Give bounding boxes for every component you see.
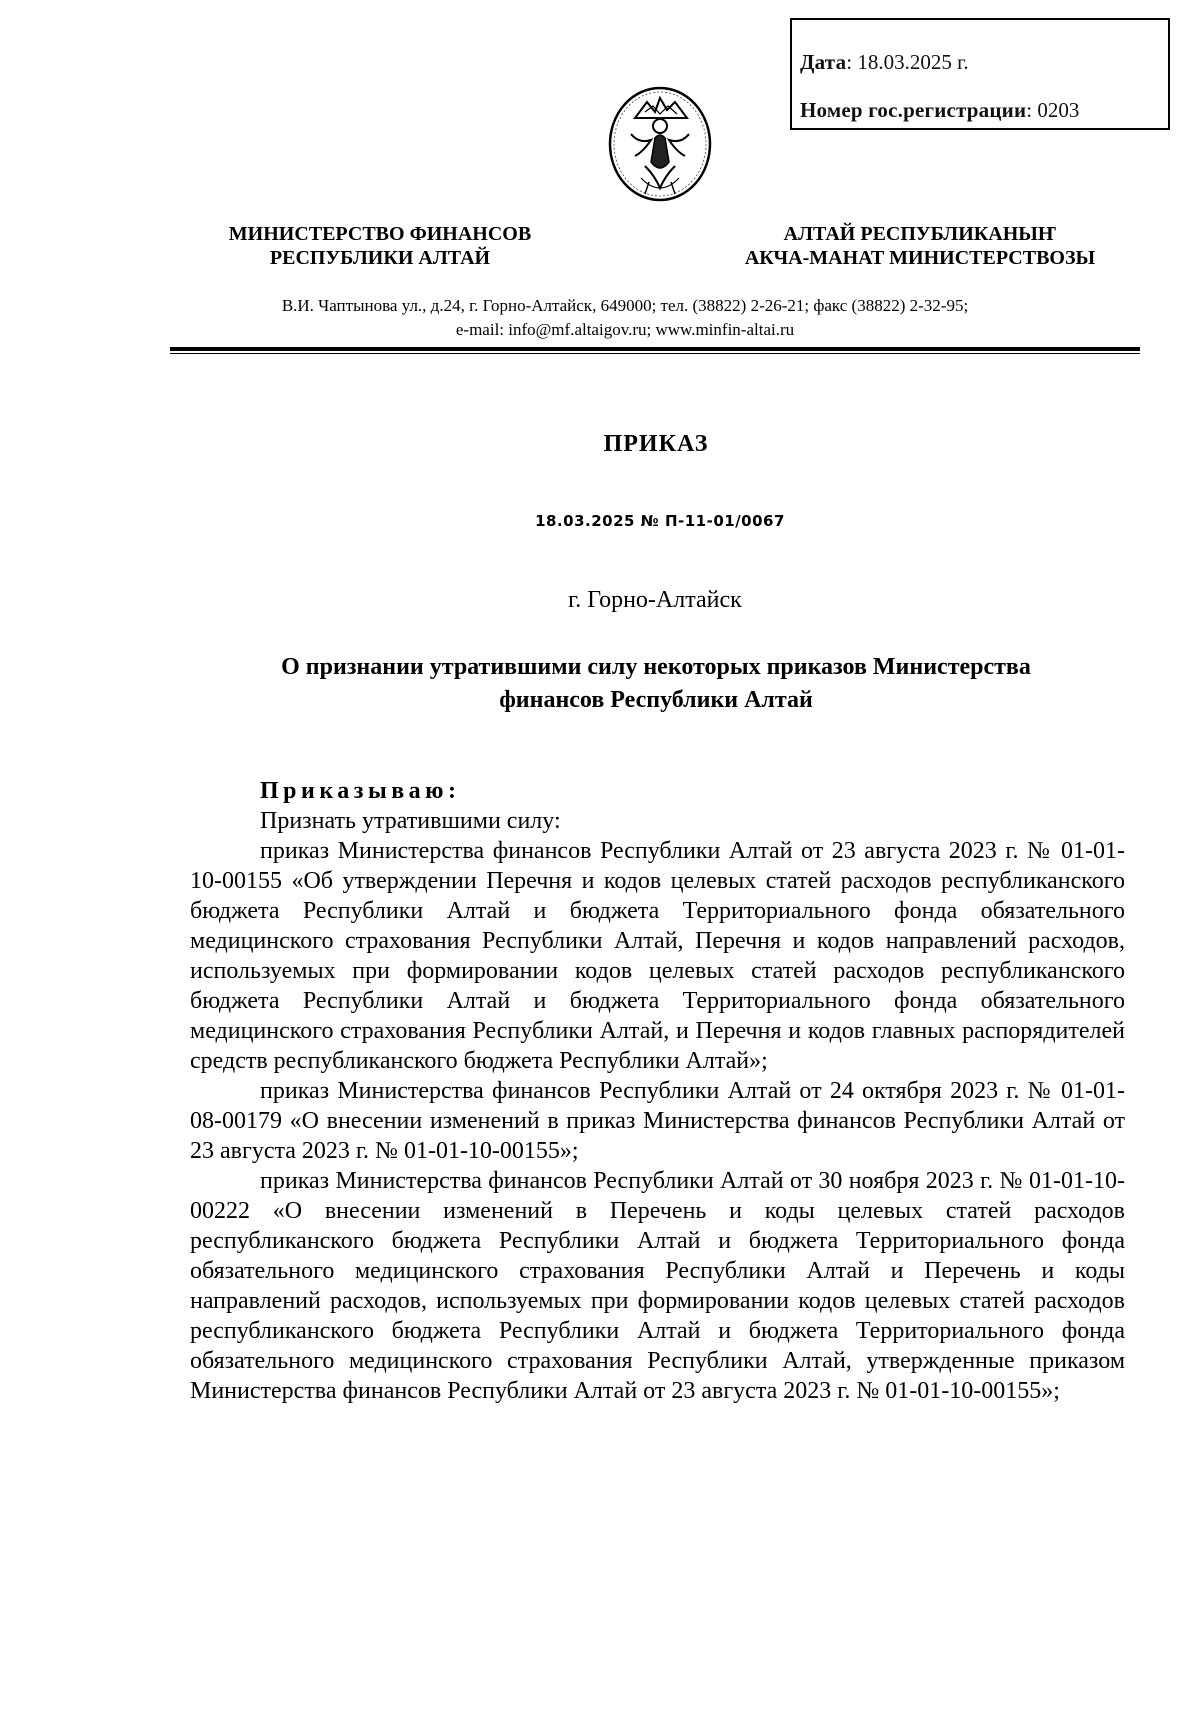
registration-date-value: : 18.03.2025 г. [846, 50, 969, 74]
registration-number-value: : 0203 [1026, 98, 1080, 122]
address-line2: e-mail: info@mf.altaigov.ru; www.minfin-altai.ru [455, 320, 795, 339]
header-right-line1: АЛТАЙ РЕСПУБЛИКАНЫҤ [783, 223, 1057, 245]
header-divider-thick [170, 347, 1140, 351]
subject-line1: О признании утратившими силу некоторых приказов Министерства [281, 654, 1031, 680]
header-divider-thin [170, 353, 1140, 354]
document-subject [200, 651, 1112, 717]
order-intro: Признать утратившими силу: [260, 808, 561, 834]
subject-line2: финансов Республики Алтай [499, 687, 813, 713]
header-left-line1: МИНИСТЕРСТВО ФИНАНСОВ [228, 223, 532, 245]
document-city: г. Горно-Алтайск [568, 587, 742, 613]
registration-stamp [790, 18, 1170, 130]
header-ministry-altai [700, 222, 1140, 270]
document-type: ПРИКАЗ [603, 431, 709, 457]
order-word: Приказываю: [260, 778, 461, 804]
document-body [190, 776, 1125, 1406]
ministry-address [160, 294, 1090, 342]
registration-number [800, 86, 1168, 134]
address-line1: В.И. Чаптынова ул., д.24, г. Горно-Алтайск, 649000; тел. (38822) 2-26-21; факс (38822) 2-32-95; [281, 296, 969, 315]
revoked-order-item: приказ Министерства финансов Республики Алтай от 23 августа 2023 г. № 01-01-10-00155 «Об утверждении Перечня и кодов целевых статей расходов республиканского бюджета Республики Алтай и бюджета Территориального фонда обязательного медицинского страхования Республики Алтай, Перечня и кодов направлений расходов, используемых при формировании кодов целевых статей расходов республиканского бюджета Республики Алтай и бюджета Территориального фонда обязательного медицинского страхования Республики Алтай, и Перечня и кодов главных распорядителей средств республиканского бюджета Республики Алтай»; [190, 838, 1125, 1074]
registration-number-label: Номер гос.регистрации [800, 98, 1027, 122]
header-left-line2: РЕСПУБЛИКИ АЛТАЙ [269, 247, 491, 269]
registration-date-label: Дата [800, 50, 847, 74]
document-number: 18.03.2025 № П-11-01/0067 [535, 512, 785, 530]
header-ministry-russian [200, 222, 560, 270]
revoked-order-item: приказ Министерства финансов Республики Алтай от 24 октября 2023 г. № 01-01-08-00179 «О внесении изменений в приказ Министерства финансов Республики Алтай от 23 августа 2023 г. № 01-01-10-00155»; [190, 1078, 1125, 1164]
revoked-order-item: приказ Министерства финансов Республики Алтай от 30 ноября 2023 г. № 01-01-10-00222 «О внесении изменений в Перечень и коды целевых статей расходов республиканского бюджета Республики Алтай и бюджета Территориального фонда обязательного медицинского страхования Республики Алтай и Перечень и коды направлений расходов, используемых при формировании кодов целевых статей расходов республиканского бюджета Республики Алтай и бюджета Территориального фонда обязательного медицинского страхования Республики Алтай, утвержденные приказом Министерства финансов Республики Алтай от 23 августа 2023 г. № 01-01-10-00155»; [190, 1168, 1125, 1404]
header-right-line2: АКЧА-МАНАТ МИНИСТЕРСТВОЗЫ [744, 247, 1096, 269]
coat-of-arms-icon [605, 82, 715, 204]
registration-date [800, 38, 1168, 86]
